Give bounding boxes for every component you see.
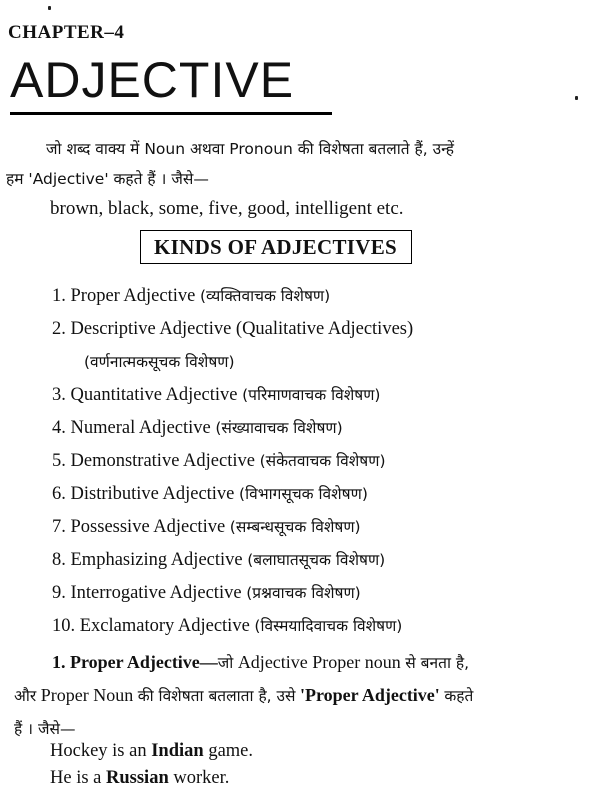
- kinds-heading-box: KINDS OF ADJECTIVES: [140, 230, 412, 264]
- list-item: 1. Proper Adjective (व्यक्तिवाचक विशेषण): [52, 286, 331, 306]
- example-line: Hockey is an Indian game.: [50, 741, 253, 761]
- para-line-2: और Proper Noun की विशेषता बतलाता है, उसे 'Proper Adjective' कहते: [14, 685, 474, 705]
- para-line-1: 1. Proper Adjective—जो Adjective Proper noun से बनता है,: [52, 652, 470, 672]
- intro-line-2: हम 'Adjective' कहते हैं । जैसे—: [6, 170, 209, 188]
- example-sentences: [50, 738, 253, 792]
- list-item: 2. Descriptive Adjective (Qualitative Adjectives) (वर्णनात्मकसूचक विशेषण): [52, 319, 414, 371]
- list-item: 9. Interrogative Adjective (प्रश्नवाचक विशेषण): [52, 583, 361, 603]
- list-item: 4. Numeral Adjective (संख्यावाचक विशेषण): [52, 418, 343, 438]
- intro-paragraph: [6, 134, 584, 194]
- list-item: 7. Possessive Adjective (सम्बन्धसूचक विशेषण): [52, 517, 361, 537]
- list-item: 3. Quantitative Adjective (परिमाणवाचक विशेषण): [52, 385, 381, 405]
- scan-speck: [48, 6, 51, 10]
- list-item: 5. Demonstrative Adjective (संकेतवाचक विशेषण): [52, 451, 386, 471]
- intro-line-1: जो शब्द वाक्य में Noun अथवा Pronoun की विशेषता बतलाते हैं, उन्हें: [46, 140, 454, 158]
- list-item: 8. Emphasizing Adjective (बलाघातसूचक विशेषण): [52, 550, 386, 570]
- proper-adjective-paragraph: [14, 646, 590, 745]
- example-line: He is a Russian worker.: [50, 768, 230, 788]
- page-title: ADJECTIVE: [10, 52, 295, 108]
- intro-examples: brown, black, some, five, good, intelligent etc.: [50, 198, 404, 219]
- kinds-list: [52, 280, 592, 643]
- section-heading: 1. Proper Adjective—: [52, 652, 218, 672]
- chapter-label: CHAPTER–4: [8, 22, 125, 43]
- scan-speck: [575, 96, 578, 100]
- title-underline: [10, 112, 332, 115]
- para-line-3: हैं । जैसे—: [14, 720, 76, 738]
- list-item: 10. Exclamatory Adjective (विस्मयादिवाचक विशेषण): [52, 616, 403, 636]
- list-item: 6. Distributive Adjective (विभागसूचक विशेषण): [52, 484, 368, 504]
